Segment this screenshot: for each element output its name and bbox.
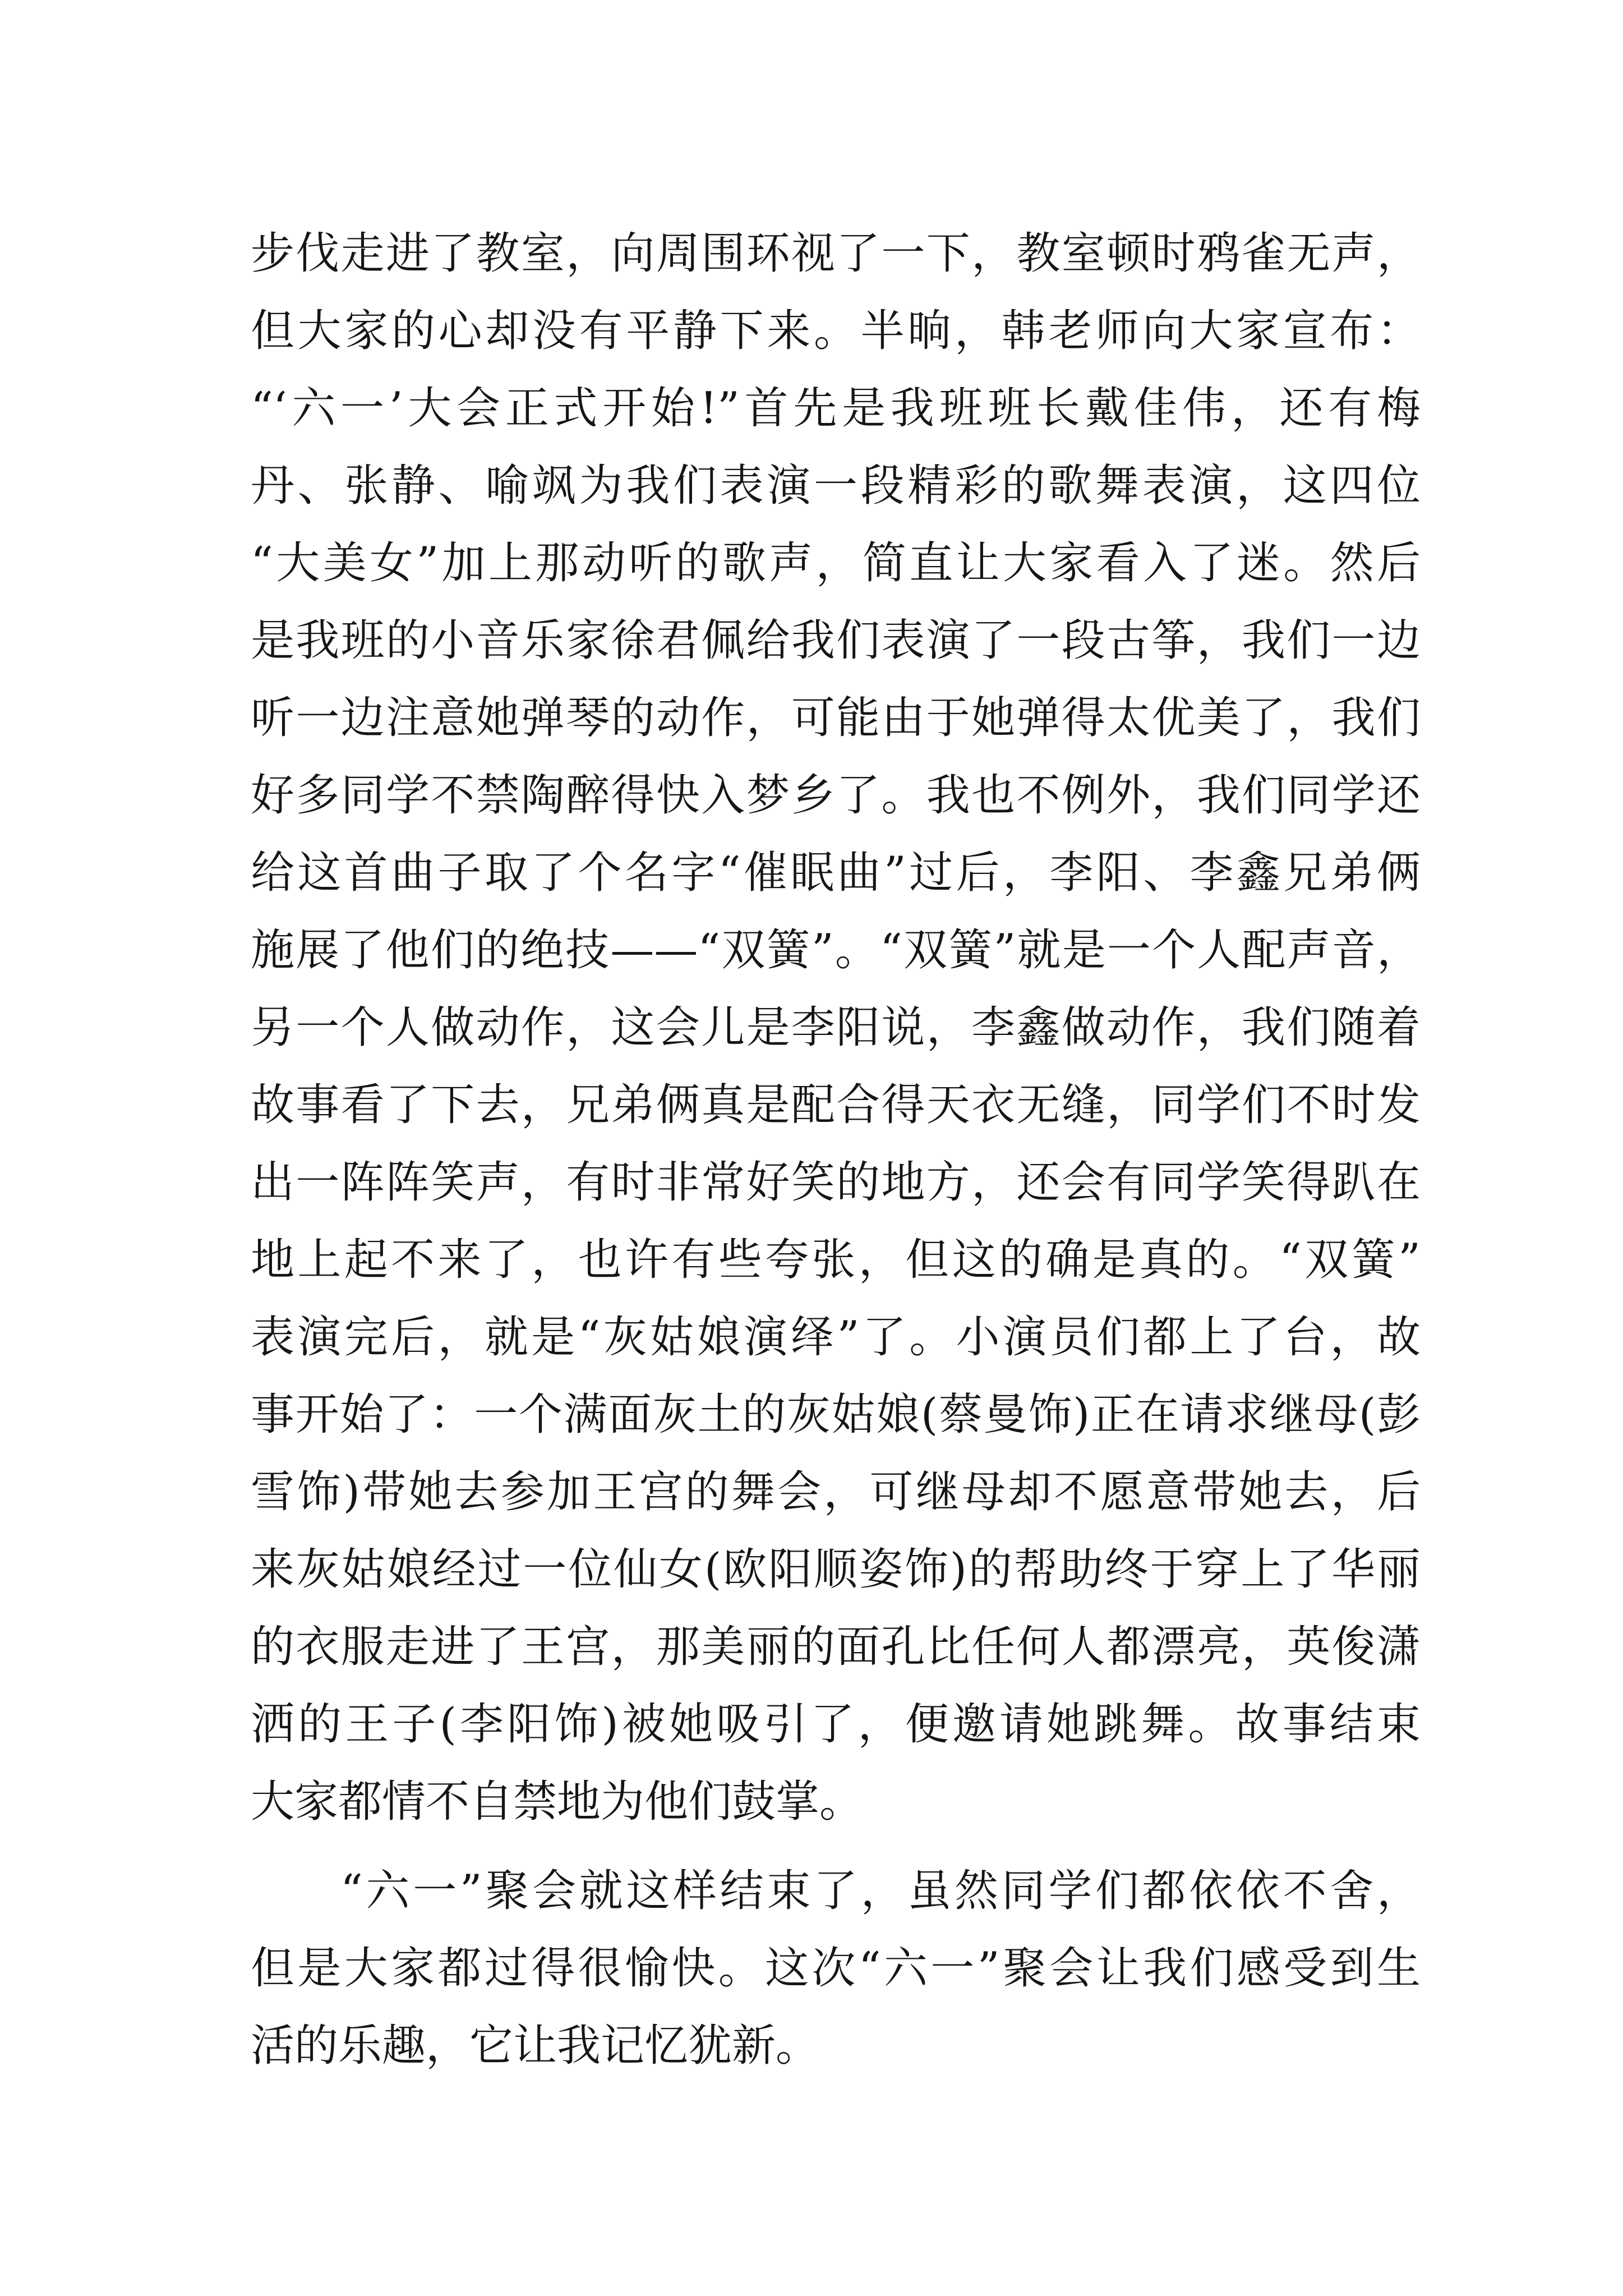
text-line: 表演完后，就是“灰姑娘演绎”了。小演员们都上了台，故 — [251, 1312, 1421, 1363]
text-line: 但大家的心却没有平静下来。半晌，韩老师向大家宣布： — [251, 306, 1421, 356]
text-line: 洒的王子(李阳饰)被她吸引了，便邀请她跳舞。故事结束 — [251, 1699, 1421, 1750]
text-line: 但是大家都过得很愉快。这次“六一”聚会让我们感受到生 — [251, 1943, 1421, 1994]
text-line: 是我班的小音乐家徐君佩给我们表演了一段古筝，我们一边 — [251, 615, 1421, 666]
text-line: 故事看了下去，兄弟俩真是配合得天衣无缝，同学们不时发 — [251, 1080, 1421, 1130]
text-line: 事开始了：一个满面灰土的灰姑娘(蔡曼饰)正在请求继母(彭 — [251, 1389, 1421, 1440]
text-line: “‘六一’大会正式开始!”首先是我班班长戴佳伟，还有梅 — [251, 383, 1421, 434]
text-line: 大家都情不自禁地为他们鼓掌。 — [251, 1777, 864, 1827]
text-line: 听一边注意她弹琴的动作，可能由于她弹得太优美了，我们 — [251, 693, 1421, 743]
text-line: 丹、张静、喻飒为我们表演一段精彩的歌舞表演，这四位 — [251, 461, 1421, 511]
paragraph-2 — [251, 1852, 1421, 2085]
paragraph-1 — [251, 215, 1421, 1841]
text-line: 好多同学不禁陶醉得快入梦乡了。我也不例外，我们同学还 — [251, 770, 1421, 821]
text-line: 来灰姑娘经过一位仙女(欧阳顺姿饰)的帮助终于穿上了华丽 — [251, 1544, 1421, 1595]
text-line: 地上起不来了，也许有些夸张，但这的确是真的。“双簧” — [251, 1235, 1421, 1285]
text-line: 给这首曲子取了个名字“催眠曲”过后，李阳、李鑫兄弟俩 — [251, 848, 1421, 898]
text-line: 出一阵阵笑声，有时非常好笑的地方，还会有同学笑得趴在 — [251, 1157, 1421, 1208]
text-line: 的衣服走进了王宫，那美丽的面孔比任何人都漂亮，英俊潇 — [251, 1622, 1421, 1672]
text-line: 雪饰)带她去参加王宫的舞会，可继母却不愿意带她去，后 — [251, 1467, 1421, 1517]
text-line: “大美女”加上那动听的歌声，简直让大家看入了迷。然后 — [251, 538, 1421, 588]
text-line: 施展了他们的绝技——“双簧”。“双簧”就是一个人配声音， — [251, 925, 1421, 976]
text-line: “六一”聚会就这样结束了，虽然同学们都依依不舍， — [340, 1866, 1421, 1916]
text-line: 步伐走进了教室，向周围环视了一下，教室顿时鸦雀无声， — [251, 228, 1421, 279]
text-line: 活的乐趣，它让我记忆犹新。 — [251, 2021, 820, 2071]
text-line: 另一个人做动作，这会儿是李阳说，李鑫做动作，我们随着 — [251, 1002, 1421, 1053]
text-body — [251, 215, 1421, 2085]
